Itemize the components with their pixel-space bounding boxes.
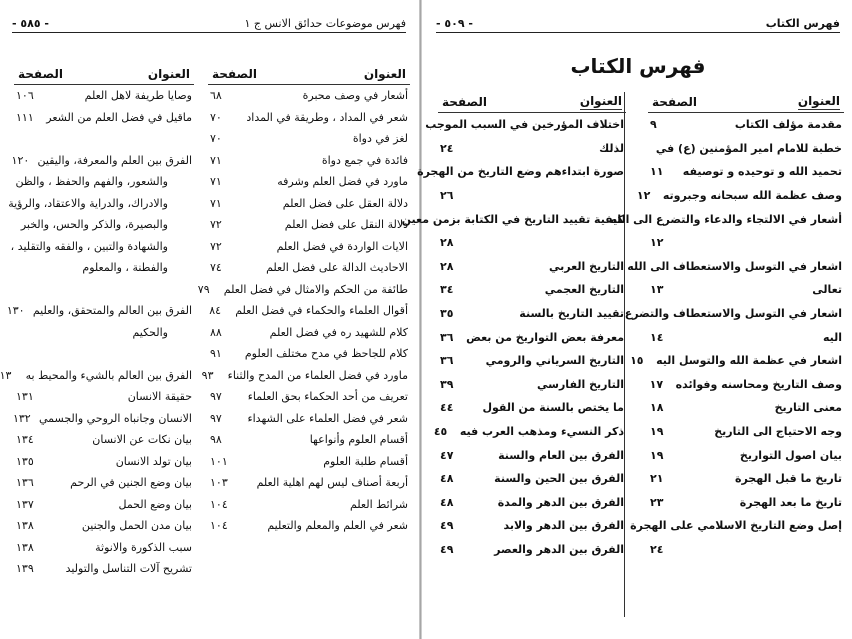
entry-title: كلام للجاحظ في مدح مختلف العلوم xyxy=(244,347,408,361)
column-title-header: العنوان xyxy=(147,67,190,81)
index-entry xyxy=(6,300,194,322)
entry-title: صورة ابتداءهم وضع التاريخ من الهجرة xyxy=(417,165,624,179)
entry-title: بيان اصول التواريخ xyxy=(739,448,842,462)
index-entry xyxy=(208,171,410,193)
index-entry xyxy=(648,278,844,302)
entry-title: ماقيل في فضل العلم من الشعر xyxy=(46,110,192,124)
entry-title: تحميد الله و توحيده و توصيفه xyxy=(682,165,842,179)
entry-page-number: ٢١ xyxy=(650,472,664,486)
entry-title: بيان وضع الجنين في الرحم xyxy=(70,476,192,490)
entry-page-number: ١٣٨ xyxy=(16,519,34,533)
index-entry xyxy=(208,451,410,473)
left-header-rule xyxy=(12,32,406,33)
entry-title: تعالى xyxy=(812,283,842,297)
index-entry xyxy=(438,302,626,326)
right-col2-rows xyxy=(401,113,626,561)
entry-title: الاحاديث الدالة على فضل العلم xyxy=(266,261,408,275)
entry-title: والفطنة ، والمعلوم xyxy=(82,261,168,275)
entry-title: تشريح آلات التناسل والتوليد xyxy=(65,562,192,576)
entry-page-number: ٧٤ xyxy=(210,261,222,275)
entry-page-number: ١٩ xyxy=(650,425,664,439)
entry-title: بيان مدن الحمل والجنين xyxy=(81,519,192,533)
entry-title: تقييد التاريخ بالسنة xyxy=(519,307,624,321)
entry-page-number: ١٣ xyxy=(0,368,12,382)
entry-page-number: ٩ xyxy=(650,118,657,132)
entry-title: معرفة بعض التواريخ من بعض xyxy=(466,330,624,344)
entry-title: اليه xyxy=(822,330,842,344)
index-entry xyxy=(648,231,844,255)
entry-page-number: ٣٦ xyxy=(440,330,454,344)
entry-page-number: ٢٨ xyxy=(440,236,454,250)
index-entry xyxy=(648,325,844,349)
entry-title: الفرق بين الدهر والمدة xyxy=(497,495,624,509)
index-entry xyxy=(438,184,626,208)
index-entry xyxy=(197,279,410,301)
entry-title: أشعار في وصف محبرة xyxy=(302,89,408,103)
entry-page-number: ١٢٠ xyxy=(11,153,30,167)
index-entry xyxy=(14,107,194,129)
index-entry xyxy=(627,255,844,279)
index-entry xyxy=(208,236,410,258)
index-entry xyxy=(208,472,410,494)
index-entry xyxy=(208,85,410,107)
index-entry xyxy=(425,113,626,137)
index-entry xyxy=(438,349,626,373)
book-index-title: فهرس الكتاب xyxy=(570,54,706,78)
index-entry xyxy=(438,278,626,302)
entry-page-number: ٧٢ xyxy=(210,239,222,253)
entry-title: أقوال العلماء والحكماء في فضل العلم xyxy=(235,304,408,318)
entry-title: ماورد في فضل العلم وشرفه xyxy=(277,175,408,189)
entry-title: أربعة أصناف ليس لهم اهلية العلم xyxy=(256,476,408,490)
right-page xyxy=(401,0,852,639)
entry-page-number: ٤٤ xyxy=(440,401,454,415)
index-entry xyxy=(648,113,844,137)
index-entry xyxy=(648,373,844,397)
index-entry xyxy=(10,236,194,258)
entry-page-number: ٤٨ xyxy=(440,472,454,486)
entry-page-number: ١٣٥ xyxy=(16,454,34,468)
entry-title: بيان نكات عن الانسان xyxy=(92,433,192,447)
index-entry xyxy=(14,343,194,365)
entry-page-number: ٤٨ xyxy=(440,495,454,509)
entry-title: والبصيرة، والذكر والحس، والخبر xyxy=(20,218,168,232)
entry-page-number: ٧٠ xyxy=(210,132,222,146)
index-entry xyxy=(14,214,194,236)
entry-title: أشعار في الالتجاء والدعاء والتضرع الى الله xyxy=(610,212,842,226)
index-entry xyxy=(648,538,844,562)
entry-page-number: ١١ xyxy=(650,165,664,179)
index-entry xyxy=(648,491,844,515)
entry-title: وصايا طريفة لاهل العلم xyxy=(84,89,192,103)
index-entry xyxy=(624,302,844,326)
index-entry xyxy=(648,443,844,467)
index-entry xyxy=(14,279,194,301)
left-col2-header xyxy=(14,64,194,85)
left-header-title: فهرس موضوعات حدائق الانس ج ١ xyxy=(244,17,406,30)
entry-page-number: ٤٩ xyxy=(440,519,454,533)
entry-title: إصل وضع التاريخ الاسلامي على الهجرة xyxy=(630,519,842,533)
entry-page-number: ٧٢ xyxy=(210,218,222,232)
index-entry xyxy=(208,107,410,129)
entry-title: خطبة للامام امير المؤمنين (ع) في xyxy=(655,141,842,155)
entry-page-number: ٩١ xyxy=(210,347,222,361)
entry-title: اشعار في التوسل والاستعطاف الى الله xyxy=(627,259,842,273)
entry-title: كلام للشهيد ره في فضل العلم xyxy=(269,325,408,339)
index-entry xyxy=(14,558,194,580)
entry-page-number: ١٣٢ xyxy=(12,411,31,425)
entry-title: لغز في دواة xyxy=(352,132,408,146)
entry-page-number: ١٣١ xyxy=(16,390,34,404)
entry-title: وصف عظمة الله سبحانه وجبروته xyxy=(662,189,842,203)
index-entry xyxy=(208,343,410,365)
entry-page-number: ١٠٦ xyxy=(16,89,34,103)
index-entry xyxy=(14,85,194,107)
entry-title: شعر في فضل العلماء على الشهداء xyxy=(247,411,408,425)
entry-page-number: ٣٦ xyxy=(440,354,454,368)
entry-page-number: ٧٠ xyxy=(210,110,222,124)
entry-title: والادراك، والدراية والاعتقاد، والرؤية xyxy=(8,196,168,210)
index-entry xyxy=(648,396,844,420)
entry-page-number: ١٩ xyxy=(650,448,664,462)
entry-title: التاريخ العجمي xyxy=(544,283,624,297)
index-entry xyxy=(208,515,410,537)
index-entry xyxy=(14,494,194,516)
entry-page-number: ٤٥ xyxy=(433,425,448,439)
column-title-header: العنوان xyxy=(797,94,840,108)
index-entry xyxy=(438,373,626,397)
entry-page-number: ٣٤ xyxy=(440,283,454,297)
index-entry xyxy=(14,472,194,494)
index-entry xyxy=(14,322,194,344)
entry-title: وصف التاريخ ومحاسنه وفوائده xyxy=(675,377,842,391)
index-entry xyxy=(208,214,410,236)
index-entry xyxy=(438,443,626,467)
entry-title: أقسام العلوم وأنواعها xyxy=(309,433,408,447)
entry-title: كيفية تقييد التاريخ في الكتابة بزمن معين xyxy=(401,212,624,226)
index-entry xyxy=(438,231,626,255)
index-entry xyxy=(208,257,410,279)
index-entry xyxy=(14,257,194,279)
entry-page-number: ١٠٤ xyxy=(210,497,228,511)
entry-page-number: ١٥ xyxy=(630,354,644,368)
entry-page-number: ٩٣ xyxy=(201,368,214,382)
index-entry xyxy=(14,537,194,559)
column-page-header: الصفحة xyxy=(442,95,488,109)
index-entry xyxy=(610,207,844,231)
entry-page-number: ١٧ xyxy=(649,377,664,391)
entry-page-number: ١٢ xyxy=(636,189,651,203)
index-entry xyxy=(0,365,194,387)
entry-page-number: ١٨ xyxy=(650,401,664,415)
entry-page-number: ٧١ xyxy=(210,175,222,189)
entry-title: التاريخ الفارسي xyxy=(537,377,624,391)
index-entry xyxy=(433,420,626,444)
entry-title: الفرق بين الحين والسنة xyxy=(494,472,624,486)
column-title-header: العنوان xyxy=(579,94,622,108)
entry-title: الفرق بين العالم والمتحقق، والعليم xyxy=(32,304,192,318)
entry-page-number: ٦٨ xyxy=(210,89,222,103)
entry-title: تاريخ ما بعد الهجرة xyxy=(739,495,842,509)
entry-page-number: ١٠٤ xyxy=(210,519,228,533)
index-entry xyxy=(630,514,844,538)
index-entry xyxy=(14,429,194,451)
entry-page-number: ١٢ xyxy=(650,236,664,250)
entry-title: معنى التاريخ xyxy=(774,401,842,415)
entry-page-number: ١٣٩ xyxy=(16,562,34,576)
entry-page-number: ١٣٠ xyxy=(6,304,25,318)
entry-page-number: ٢٤ xyxy=(440,141,454,155)
index-entry xyxy=(14,128,194,150)
entry-page-number: ١٣٧ xyxy=(16,497,34,511)
index-entry xyxy=(14,408,194,430)
index-entry xyxy=(438,325,626,349)
left-col2-rows xyxy=(0,85,194,580)
index-entry xyxy=(401,207,626,231)
left-index-column-1 xyxy=(197,64,410,537)
entry-page-number: ٣٩ xyxy=(440,377,454,391)
entry-page-number: ٧١ xyxy=(210,153,222,167)
entry-title: ذكر النسيء ومذهب العرب فيه xyxy=(459,425,624,439)
entry-title: شرائط العلم xyxy=(349,497,408,511)
entry-title: مقدمة مؤلف الكتاب xyxy=(734,118,842,132)
right-col1-header xyxy=(648,92,844,113)
entry-title: الفرق بين العام والسنة xyxy=(498,448,624,462)
entry-page-number: ٩٧ xyxy=(210,390,222,404)
left-index-column-2 xyxy=(0,64,194,580)
index-entry xyxy=(438,255,626,279)
index-entry xyxy=(208,193,410,215)
entry-page-number: ١٠١ xyxy=(210,454,228,468)
right-running-header xyxy=(436,10,840,30)
index-entry xyxy=(648,137,844,161)
entry-title: التاريخ السرياني والرومي xyxy=(485,354,624,368)
column-page-header: الصفحة xyxy=(212,67,258,81)
entry-page-number: ٤٧ xyxy=(440,448,454,462)
entry-page-number: ١٣٤ xyxy=(16,433,34,447)
entry-page-number: ٢٣ xyxy=(650,495,664,509)
entry-title: فائدة في جمع دواة xyxy=(321,153,408,167)
index-entry xyxy=(648,160,844,184)
entry-page-number: ١٣٨ xyxy=(16,540,34,554)
index-entry xyxy=(438,491,626,515)
right-col2-header xyxy=(438,92,626,113)
index-entry xyxy=(208,128,410,150)
entry-title: وجه الاحتياج الى التاريخ xyxy=(714,425,842,439)
entry-title: أقسام طلبة العلوم xyxy=(323,454,408,468)
index-entry xyxy=(14,451,194,473)
entry-title: سبب الذكورة والانوثة xyxy=(95,540,192,554)
entry-title: تعريف من أحد الحكماء بحق العلماء xyxy=(247,390,408,404)
entry-title: والحكيم xyxy=(132,325,168,339)
entry-title: والشهادة والتبين ، والفقه والتقليد ، xyxy=(10,239,168,253)
entry-title: اشعار في التوسل والاستعطاف والتضرع xyxy=(624,307,842,321)
index-entry xyxy=(208,300,410,322)
entry-title: دلالة العقل على فضل العلم xyxy=(282,196,408,210)
entry-page-number: ١٤ xyxy=(650,330,664,344)
entry-title: شعر في العلم والمعلم والتعليم xyxy=(267,519,408,533)
entry-title: الفرق بين العلم والمعرفة، واليقين xyxy=(37,153,192,167)
entry-page-number: ٧٩ xyxy=(197,282,210,296)
column-page-header: الصفحة xyxy=(652,95,698,109)
right-index-column-2 xyxy=(401,92,626,561)
entry-title: الفرق بين العالم بالشيء والمحيط به xyxy=(25,368,192,382)
entry-title: تاريخ ما قبل الهجرة xyxy=(734,472,842,486)
index-entry xyxy=(208,150,410,172)
index-entry xyxy=(208,429,410,451)
index-entry xyxy=(630,349,844,373)
entry-page-number: ٨٨ xyxy=(210,325,222,339)
entry-title: الفرق بين الدهر والعصر xyxy=(494,542,624,556)
entry-page-number: ٧١ xyxy=(210,196,222,210)
index-entry xyxy=(8,193,194,215)
left-running-header xyxy=(12,10,406,30)
index-entry xyxy=(201,365,410,387)
index-entry xyxy=(438,396,626,420)
left-col1-rows xyxy=(197,85,410,537)
entry-page-number: ١٠٣ xyxy=(210,476,228,490)
entry-page-number: ١١١ xyxy=(16,110,34,124)
entry-title: بيان وضع الحمل xyxy=(118,497,192,511)
index-entry xyxy=(208,322,410,344)
index-entry xyxy=(208,494,410,516)
index-entry xyxy=(648,467,844,491)
entry-title: طائفة من الحكم والامثال في فضل العلم xyxy=(223,282,408,296)
entry-title: شعر في المداد ، وطريقة في المداد xyxy=(246,110,408,124)
entry-page-number: ٢٦ xyxy=(440,189,454,203)
left-page xyxy=(0,0,418,639)
column-title-header: العنوان xyxy=(363,67,406,81)
index-entry xyxy=(11,150,194,172)
right-header-rule xyxy=(436,32,840,33)
left-col1-header xyxy=(208,64,410,85)
entry-page-number: ٣٥ xyxy=(440,307,454,321)
entry-title: والشعور، والفهم والحفظ ، والظن xyxy=(15,175,168,189)
entry-title: حقيقة الانسان xyxy=(127,390,192,404)
entry-page-number: ١٣ xyxy=(650,283,664,297)
right-page-number: - ٥٠٩ - xyxy=(436,17,473,30)
entry-title: الفرق بين الدهر والابد xyxy=(503,519,624,533)
entry-page-number: ١٣٦ xyxy=(16,476,34,490)
entry-page-number: ٩٧ xyxy=(210,411,222,425)
entry-page-number: ٢٤ xyxy=(650,542,664,556)
entry-page-number: ٩٨ xyxy=(210,433,222,447)
entry-page-number: ٨٤ xyxy=(209,304,222,318)
index-entry xyxy=(14,171,194,193)
index-entry xyxy=(438,514,626,538)
entry-title: التاريخ العربي xyxy=(549,259,624,273)
index-entry xyxy=(438,137,626,161)
index-entry xyxy=(438,467,626,491)
index-entry xyxy=(208,408,410,430)
entry-title: لذلك xyxy=(599,141,624,155)
entry-page-number: ٢٨ xyxy=(440,259,454,273)
book-spine xyxy=(419,0,422,639)
index-entry xyxy=(648,420,844,444)
entry-title: الانسان وجانباه الروحي والجسمي xyxy=(38,411,192,425)
entry-title: اختلاف المؤرخين في السبب الموجب xyxy=(425,118,624,132)
entry-title: بيان تولد الانسان xyxy=(115,454,192,468)
right-header-title: فهرس الكتاب xyxy=(765,17,840,30)
column-page-header: الصفحة xyxy=(18,67,64,81)
index-entry xyxy=(636,184,844,208)
entry-title: الايات الواردة في فضل العلم xyxy=(276,239,408,253)
entry-title: دلالة النقل على فضل العلم xyxy=(284,218,408,232)
entry-title: اشعار في عظمة الله والتوسل اليه xyxy=(656,354,842,368)
left-page-number: - ٥٨٥ - xyxy=(12,17,49,30)
index-entry xyxy=(14,386,194,408)
index-entry xyxy=(208,386,410,408)
entry-title: ما يختص بالسنة من القول xyxy=(482,401,624,415)
entry-title: ماورد في فضل العلماء من المدح والثناء xyxy=(227,368,408,382)
entry-page-number: ٤٩ xyxy=(440,542,454,556)
index-entry xyxy=(417,160,626,184)
index-entry xyxy=(14,515,194,537)
index-entry xyxy=(438,538,626,562)
